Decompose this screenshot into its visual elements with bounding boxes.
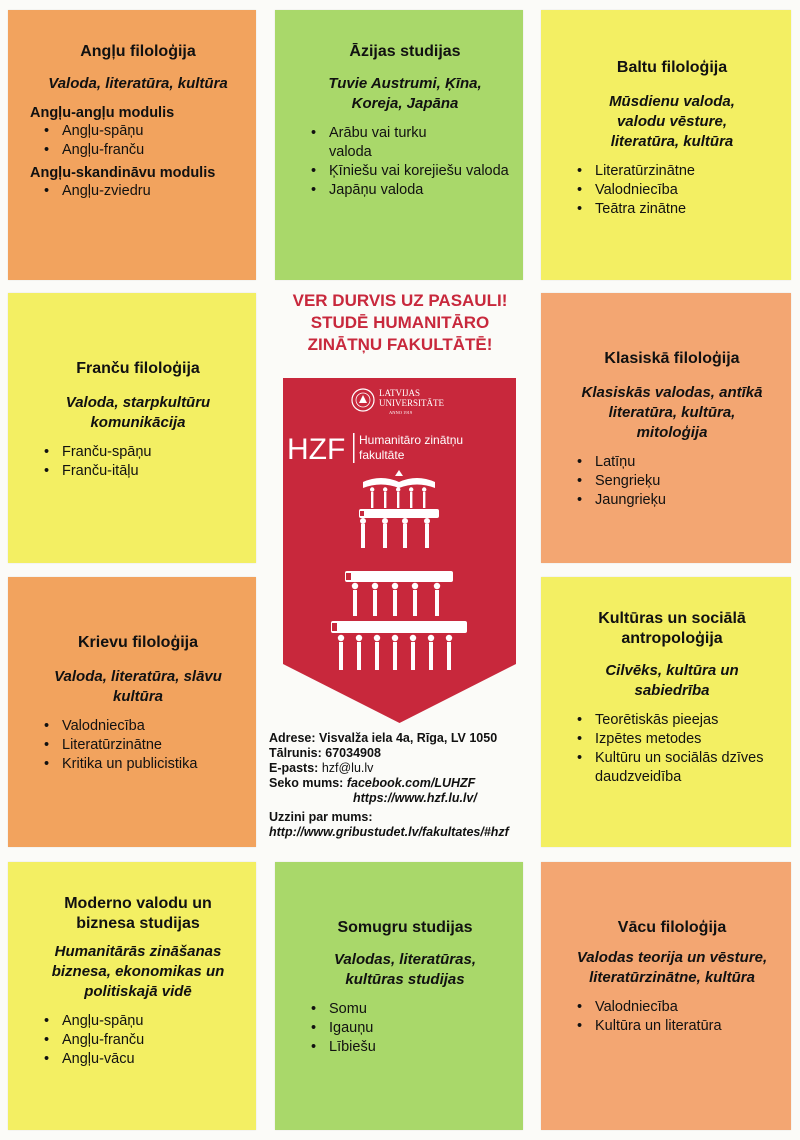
- book-spine: [360, 511, 364, 516]
- card-subtitle: Tuvie Austrumi, Ķīna, Koreja, Japāna: [328, 75, 482, 112]
- list-item: • Angļu-vācu: [30, 1050, 246, 1069]
- phone-row: [269, 746, 537, 761]
- list-item: • Jaungrieķu: [563, 491, 781, 510]
- list-item: • Literatūrzinātne: [563, 162, 781, 181]
- card-subtitle: Valoda, literatūra, kultūra: [48, 75, 228, 92]
- card-title: Āzijas studijas: [349, 43, 461, 60]
- book-icon: [359, 509, 439, 518]
- item-list: [297, 124, 513, 200]
- card-title: Franču filoloģija: [76, 360, 200, 377]
- card-vacu-filologija: [541, 862, 791, 1130]
- follow-row: [269, 776, 537, 791]
- card-baltu-filologija: [541, 10, 791, 280]
- card-subtitle: Mūsdienu valoda, valodu vēsture, literatūra, kultūra: [609, 93, 735, 150]
- headline: [265, 290, 535, 356]
- card-francu-filologija: [8, 293, 256, 563]
- address-value: Visvalža iela 4a, Rīga, LV 1050: [319, 731, 498, 745]
- learn-link[interactable]: http://www.gribustudet.lv/fakultates/#hzf: [269, 825, 509, 839]
- item-list: [563, 162, 781, 219]
- book-spine: [346, 573, 351, 580]
- card-subtitle: Valodas, literatūras, kultūras studijas: [333, 951, 476, 988]
- learn-url-row: [269, 825, 537, 840]
- headline-line: VER DURVIS UZ PASAULI!: [292, 291, 508, 310]
- list-item: • Teorētiskās pieejas: [563, 711, 781, 730]
- follow-label: Seko mums:: [269, 776, 344, 790]
- list-item: • Kritika un publicistika: [30, 755, 246, 774]
- card-title: Klasiskā filoloģija: [604, 350, 740, 367]
- website-row: [269, 791, 537, 806]
- card-subtitle: Valoda, literatūra, slāvu kultūra: [54, 668, 222, 705]
- list-item: • Lībiešu: [297, 1038, 513, 1057]
- learn-row: [269, 810, 537, 825]
- list-item: • Valodniecība: [563, 998, 781, 1017]
- card-subtitle: Klasiskās valodas, antīkā literatūra, kultūra, mitoloģija: [581, 384, 763, 441]
- university-year: ANNO 1919: [389, 410, 413, 415]
- headline-line: ZINĀTŅU FAKULTĀTĒ!: [307, 335, 493, 354]
- card-title: Kultūras un sociālā antropoloģija: [598, 610, 746, 647]
- address-row: [269, 731, 537, 746]
- card-subtitle: Valoda, starpkultūru komunikācija: [65, 394, 211, 431]
- item-list: [563, 711, 781, 787]
- card-kulturas-antropologija: [541, 577, 791, 847]
- list-item: • Angļu-franču: [30, 141, 246, 160]
- module-name: Angļu-angļu modulis: [30, 105, 175, 121]
- list-item: • Japāņu valoda: [297, 181, 513, 200]
- list-item: • Literatūrzinātne: [30, 736, 246, 755]
- card-title: Angļu filoloģija: [80, 43, 196, 60]
- contact-info: [269, 731, 537, 840]
- list-item: • Valodniecība: [30, 717, 246, 736]
- learn-label: Uzzini par mums:: [269, 810, 373, 824]
- card-anglu-filologija: [8, 10, 256, 280]
- module-name: Angļu-skandināvu modulis: [30, 165, 216, 181]
- book-spine: [332, 623, 337, 631]
- item-list: [30, 443, 246, 481]
- facebook-link[interactable]: facebook.com/LUHZF: [346, 776, 476, 790]
- card-title: Somugru studijas: [337, 919, 473, 936]
- list-item: • Franču-spāņu: [30, 443, 246, 462]
- card-title: Vācu filoloģija: [617, 919, 727, 936]
- list-item: • Angļu-spāņu: [30, 122, 246, 141]
- list-item: • Arābu vai turku valoda: [297, 124, 513, 162]
- card-title: Baltu filoloģija: [616, 59, 728, 76]
- list-item: • Igauņu: [297, 1019, 513, 1038]
- card-subtitle: Humanitārās zināšanas biznesa, ekonomikas un politiskajā vidē: [51, 943, 225, 1000]
- list-item: • Angļu-franču: [30, 1031, 246, 1050]
- hzf-banner: [283, 378, 516, 723]
- card-title: Moderno valodu un biznesa studijas: [64, 895, 212, 932]
- list-item: • Teātra zinātne: [563, 200, 781, 219]
- list-item: • Franču-itāļu: [30, 462, 246, 481]
- list-item: • Ķīniešu vai korejiešu valoda: [297, 162, 513, 181]
- module-list: [30, 122, 246, 160]
- book-icon: [331, 621, 467, 633]
- item-list: [563, 998, 781, 1036]
- banner-shape: [283, 378, 516, 723]
- list-item: • Izpētes metodes: [563, 730, 781, 749]
- item-list: [297, 1000, 513, 1057]
- card-krievu-filologija: [8, 577, 256, 847]
- university-name-line2: UNIVERSITĀTE: [379, 398, 444, 408]
- card-title: Krievu filoloģija: [77, 634, 198, 651]
- university-name-line1: LATVIJAS: [379, 388, 421, 398]
- list-item: • Somu: [297, 1000, 513, 1019]
- card-subtitle: Valodas teorija un vēsture, literatūrzinātne, kultūra: [576, 949, 768, 986]
- list-item: • Sengrieķu: [563, 472, 781, 491]
- website-link[interactable]: https://www.hzf.lu.lv/: [353, 791, 477, 805]
- email-label: E-pasts:: [269, 761, 319, 775]
- email-row: [269, 761, 537, 776]
- phone-value: 67034908: [325, 746, 381, 760]
- list-item: • Kultūru un sociālās dzīves daudzveidība: [563, 749, 781, 787]
- address-label: Adrese:: [269, 731, 316, 745]
- headline-line: STUDĒ HUMANITĀRO: [310, 313, 490, 332]
- book-icon: [345, 571, 453, 582]
- faculty-name-line1: Humanitāro zinātņu: [359, 433, 464, 447]
- list-item: • Angļu-spāņu: [30, 1012, 246, 1031]
- item-list: [563, 453, 781, 510]
- list-item: • Angļu-zviedru: [30, 182, 246, 201]
- list-item: • Valodniecība: [563, 181, 781, 200]
- card-azijas-studijas: [275, 10, 523, 280]
- item-list: [30, 717, 246, 774]
- card-klasiska-filologija: [541, 293, 791, 563]
- module-list: [30, 182, 246, 201]
- item-list: [30, 1012, 246, 1069]
- phone-label: Tālrunis:: [269, 746, 322, 760]
- email-link[interactable]: hzf@lu.lv: [321, 761, 374, 775]
- list-item: • Kultūra un literatūra: [563, 1017, 781, 1036]
- card-moderno-valodu: [8, 862, 256, 1130]
- faculty-name-line2: fakultāte: [359, 448, 405, 462]
- card-somugru-studijas: [275, 862, 523, 1130]
- hzf-divider: [353, 433, 355, 463]
- card-subtitle: Cilvēks, kultūra un sabiedrība: [605, 662, 739, 699]
- list-item: • Latīņu: [563, 453, 781, 472]
- hzf-abbr: HZF: [287, 433, 346, 466]
